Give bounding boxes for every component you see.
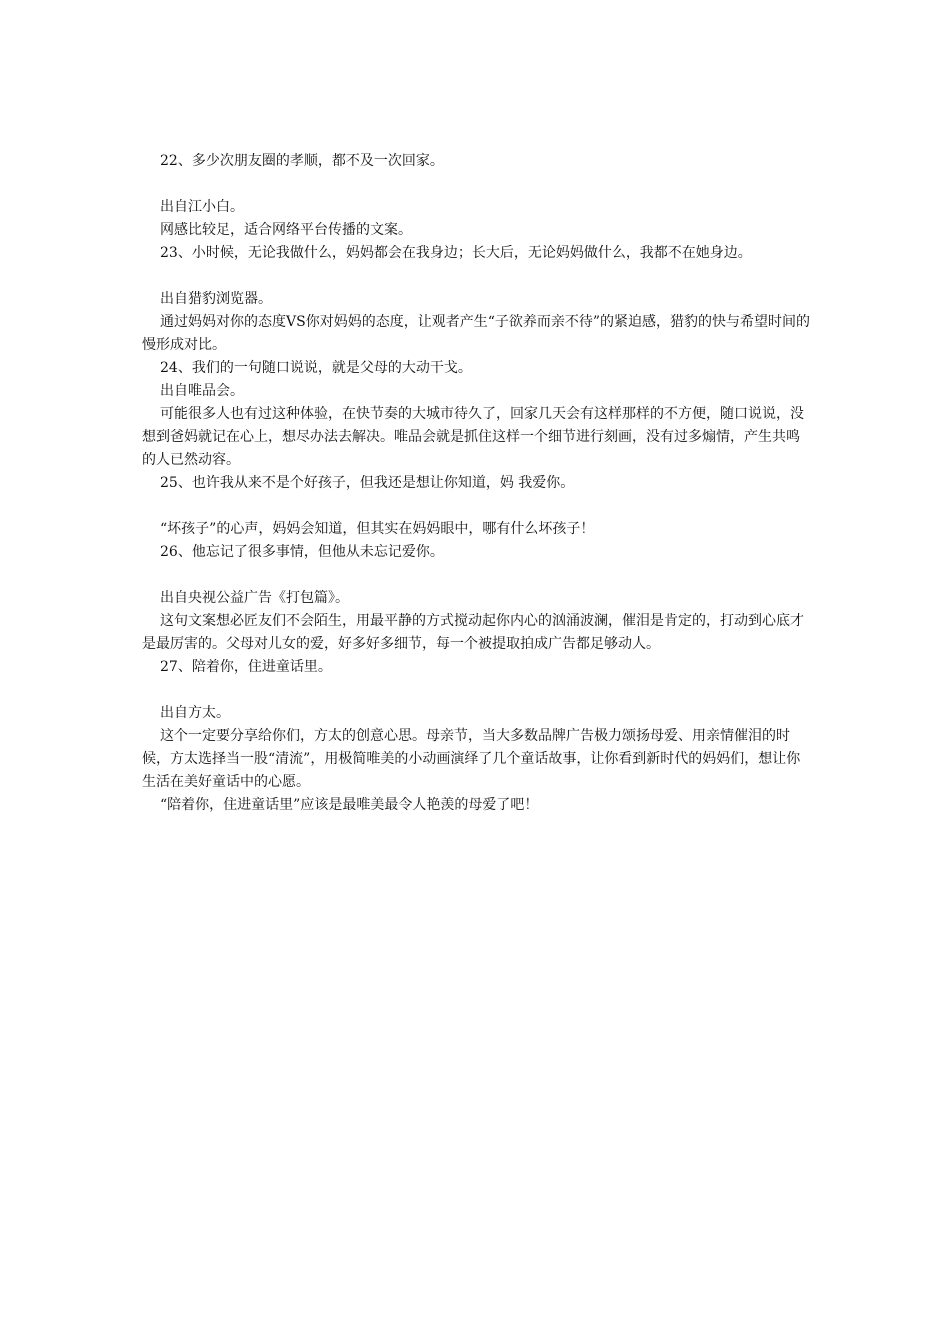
paragraph: 出自江小白。 xyxy=(160,199,244,215)
paragraph: 24、我们的一句随口说说，就是父母的大动干戈。 xyxy=(160,360,472,376)
paragraph: 这个一定要分享给你们，方太的创意心思。母亲节，当大多数品牌广告极力颂扬母爱、用亲情催泪的时候，方太选择当一股“清流”，用极简唯美的小动画演绎了几个童话故事，让你看到新时代的妈妈们，想让你生活在美好童话中的心愿。 xyxy=(142,728,801,790)
paragraph: 通过妈妈对你的态度VS你对妈妈的态度，让观者产生“子欲养而亲不待”的紧迫感，猎豹的快与希望时间的慢形成对比。 xyxy=(142,314,811,353)
paragraph: 出自唯品会。 xyxy=(160,383,244,399)
paragraph-gap xyxy=(142,173,810,196)
paragraph: 出自方太。 xyxy=(160,705,230,721)
paragraph: 22、多少次朋友圈的孝顺，都不及一次回家。 xyxy=(160,153,444,169)
paragraph: 25、也许我从来不是个好孩子，但我还是想让你知道，妈 我爱你。 xyxy=(160,475,575,491)
paragraph: 这句文案想必匠友们不会陌生，用最平静的方式搅动起你内心的汹涌波澜，催泪是肯定的，打动到心底才是最厉害的。父母对儿女的爱，好多好多细节，每一个被提取拍成广告都足够动人。 xyxy=(142,613,804,652)
paragraph-gap xyxy=(142,265,810,288)
paragraph-gap xyxy=(142,679,810,702)
paragraph: 可能很多人也有过这种体验，在快节奏的大城市待久了，回家几天会有这样那样的不方便，随口说说，没想到爸妈就记在心上，想尽办法去解决。唯品会就是抓住这样一个细节进行刻画，没有过多煽情，产生共鸣的人已然动容。 xyxy=(142,406,804,468)
document-body xyxy=(142,150,810,817)
paragraph: “陪着你，住进童话里”应该是最唯美最令人艳羡的母爱了吧！ xyxy=(160,797,539,813)
paragraph-gap xyxy=(142,564,810,587)
paragraph: 出自猎豹浏览器。 xyxy=(160,291,272,307)
paragraph: “坏孩子”的心声，妈妈会知道，但其实在妈妈眼中，哪有什么坏孩子！ xyxy=(160,521,595,537)
paragraph: 27、陪着你，住进童话里。 xyxy=(160,659,332,675)
paragraph: 23、小时候，无论我做什么，妈妈都会在我身边；长大后，无论妈妈做什么，我都不在她身边。 xyxy=(160,245,752,261)
paragraph: 26、他忘记了很多事情，但他从未忘记爱你。 xyxy=(160,544,444,560)
paragraph-gap xyxy=(142,495,810,518)
paragraph: 出自央视公益广告《打包篇》。 xyxy=(160,590,349,606)
paragraph: 网感比较足，适合网络平台传播的文案。 xyxy=(160,222,412,238)
